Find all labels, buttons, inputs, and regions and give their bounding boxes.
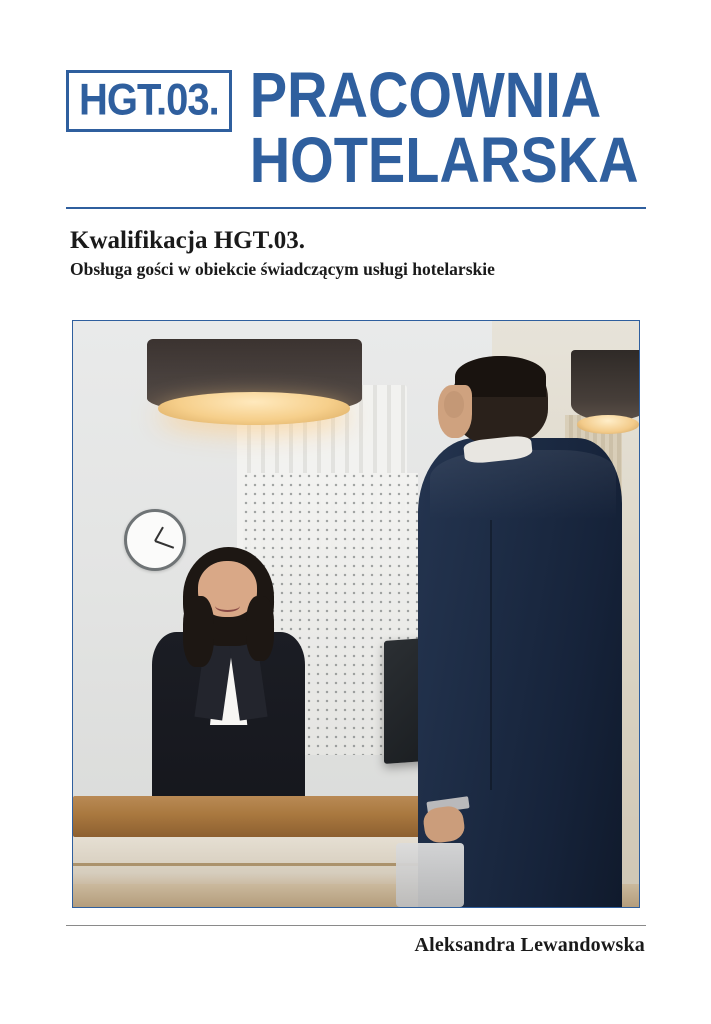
qualification-code-text: HGT.03.	[79, 75, 219, 125]
qualification-title: Kwalifikacja HGT.03.	[70, 227, 305, 254]
header-divider-rule	[66, 207, 646, 209]
hotel-guest-luggage	[396, 843, 464, 907]
receptionist-hair-side-left	[183, 596, 214, 666]
cover-photo-frame	[72, 320, 640, 908]
cover-photo	[73, 321, 639, 907]
receptionist-hair-side-right	[246, 596, 274, 660]
author-name: Aleksandra Lewandowska	[414, 934, 645, 956]
hotel-guest-shoulder-highlight	[430, 450, 617, 520]
cover-header	[66, 58, 646, 196]
receptionist-smile	[215, 599, 240, 612]
hanging-lamp-small	[571, 350, 639, 420]
hanging-lamp-small-glow	[577, 415, 639, 434]
cover-title-line-2: HOTELARSKA	[249, 123, 639, 196]
hanging-lamp-large-glow	[158, 392, 350, 424]
qualification-code-badge	[66, 70, 232, 132]
hotel-guest-ear	[444, 391, 464, 417]
subtitle-block	[70, 226, 650, 280]
wall-clock-icon	[124, 509, 186, 571]
hotel-guest-arm-seam	[490, 520, 492, 790]
qualification-description: Obsługa gości w obiekcie świadczącym usługi hotelarskie	[70, 259, 495, 279]
footer-divider-rule	[66, 925, 646, 926]
cover-title	[249, 58, 646, 196]
cover-title-line-1: PRACOWNIA	[249, 58, 602, 131]
